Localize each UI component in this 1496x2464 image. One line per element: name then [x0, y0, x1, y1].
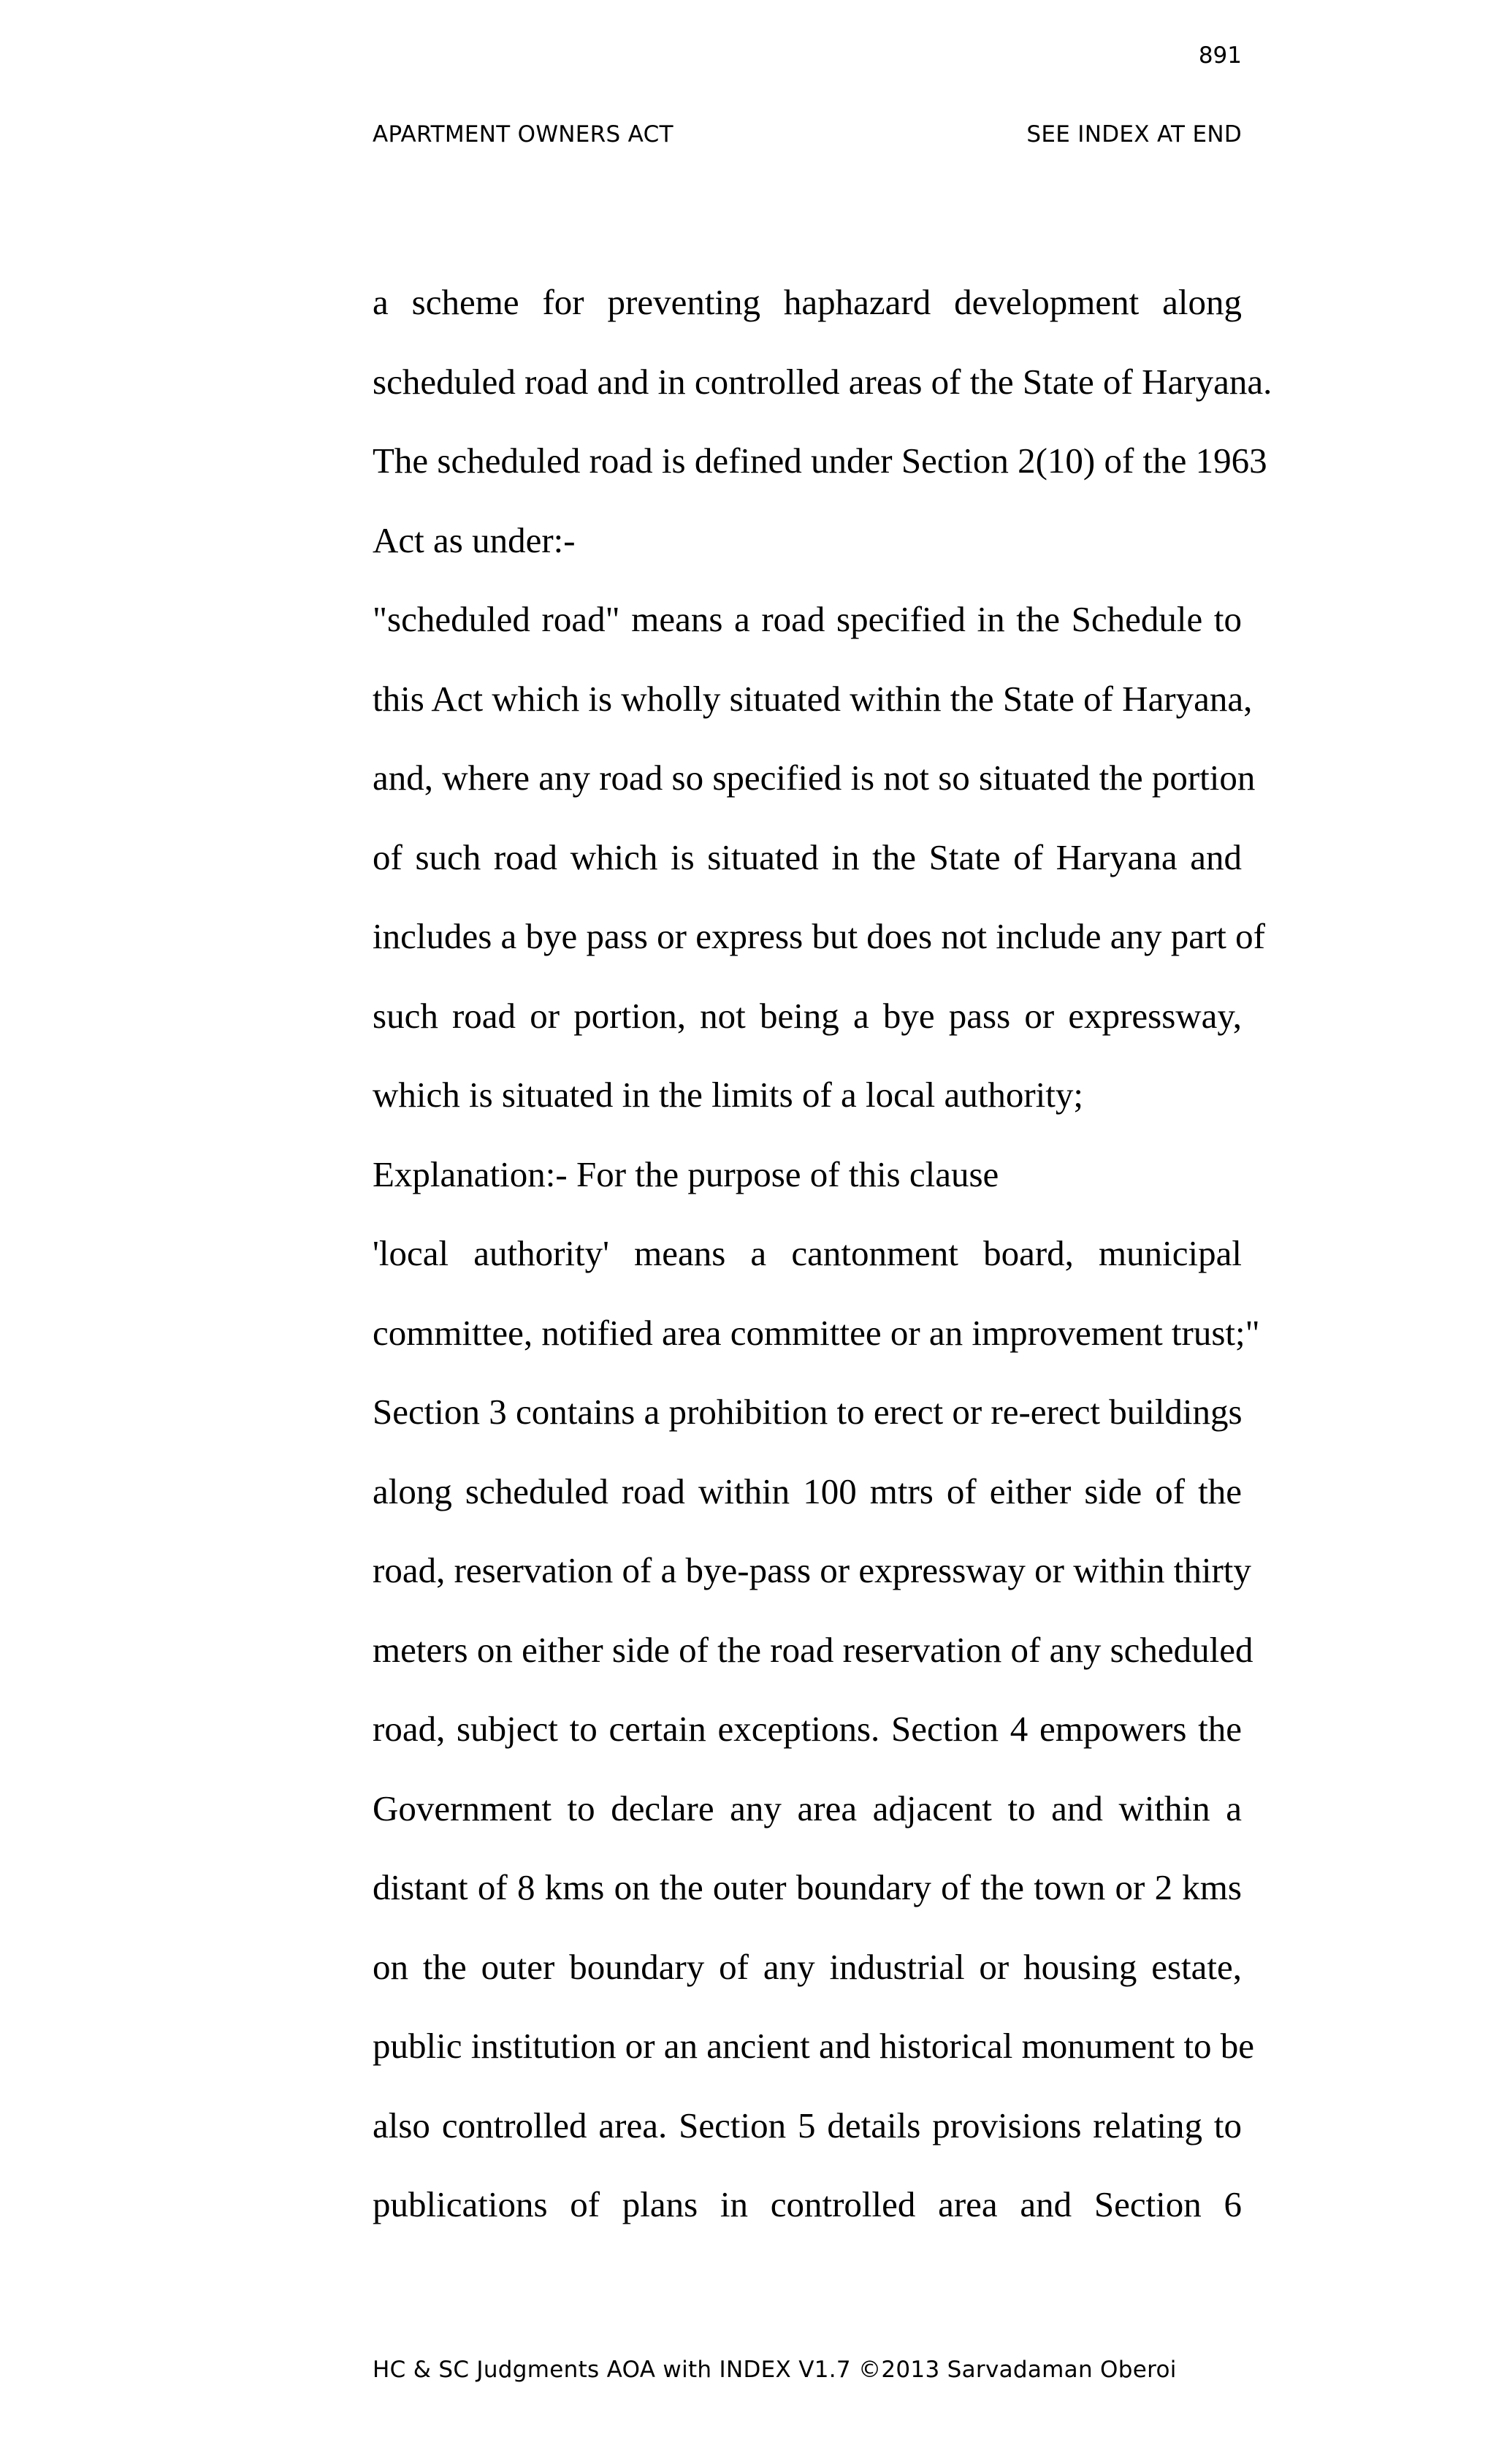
- body-line: and, where any road so specified is not so situated the portion: [373, 758, 1256, 798]
- page-number: 891: [1198, 42, 1242, 69]
- body-line: road, reservation of a bye-pass or expressway or within thirty: [373, 1550, 1251, 1590]
- body-line: road, subject to certain exceptions. Section 4 empowers the: [373, 1709, 1242, 1749]
- body-line: The scheduled road is defined under Section 2(10) of the 1963: [373, 440, 1267, 481]
- body-line: of such road which is situated in the State of Haryana and: [373, 836, 1242, 877]
- page-footer: HC & SC Judgments AOA with INDEX V1.7 ©2013 Sarvadaman Oberoi: [373, 2357, 1177, 2383]
- body-line: a scheme for preventing haphazard development along: [373, 282, 1242, 322]
- body-line: committee, notified area committee or an improvement trust;": [373, 1312, 1260, 1353]
- body-line: publications of plans in controlled area and Section 6: [373, 2184, 1242, 2224]
- body-text: [373, 263, 1272, 2245]
- body-line: Act as under:-: [373, 519, 576, 560]
- header-index-note: SEE INDEX AT END: [1026, 121, 1242, 148]
- body-line: distant of 8 kms on the outer boundary of the town or 2 kms: [373, 1867, 1242, 1907]
- header-title: APARTMENT OWNERS ACT: [373, 121, 673, 148]
- running-header: [373, 121, 1242, 148]
- body-line: Government to declare any area adjacent to and within a: [373, 1788, 1242, 1828]
- body-line: 'local authority' means a cantonment board, municipal: [373, 1233, 1242, 1273]
- body-line: Section 3 contains a prohibition to erect or re-erect buildings: [373, 1392, 1243, 1432]
- body-line: scheduled road and in controlled areas of the State of Haryana.: [373, 361, 1272, 402]
- body-line: this Act which is wholly situated within the State of Haryana,: [373, 678, 1253, 719]
- body-line: "scheduled road" means a road specified in the Schedule to: [373, 599, 1242, 639]
- body-line: Explanation:- For the purpose of this clause: [373, 1153, 999, 1194]
- body-line: on the outer boundary of any industrial or housing estate,: [373, 1946, 1242, 1987]
- body-line: meters on either side of the road reservation of any scheduled: [373, 1629, 1253, 1670]
- body-line: also controlled area. Section 5 details provisions relating to: [373, 2105, 1242, 2145]
- body-line: includes a bye pass or express but does not include any part of: [373, 916, 1265, 956]
- body-line: public institution or an ancient and historical monument to be: [373, 2026, 1255, 2066]
- body-line: such road or portion, not being a bye pass or expressway,: [373, 995, 1242, 1036]
- body-line: along scheduled road within 100 mtrs of either side of the: [373, 1471, 1242, 1511]
- body-line: which is situated in the limits of a local authority;: [373, 1075, 1084, 1115]
